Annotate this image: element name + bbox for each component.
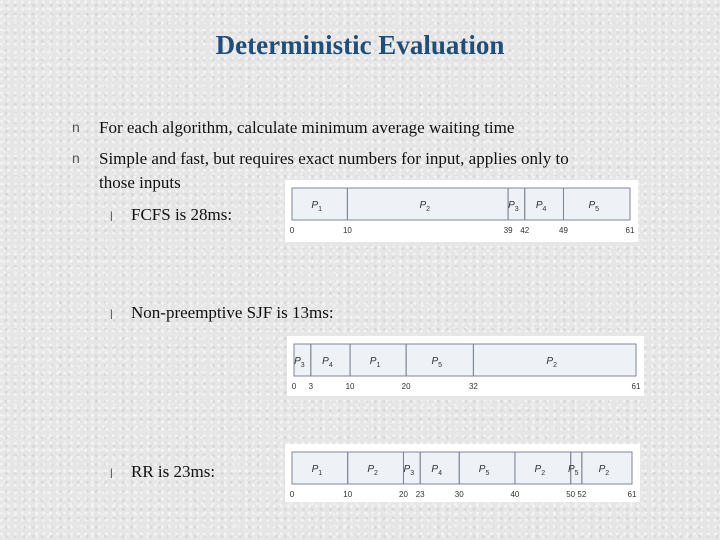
gantt-segment-label: $P_5$ <box>478 464 490 477</box>
bullet-text: Simple and fast, but requires exact numbers for input, applies only to <box>99 149 569 168</box>
gantt-tick-label: 32 <box>468 382 478 391</box>
gantt-tick-label: 50 <box>566 490 576 499</box>
gantt-tick-label: 52 <box>577 490 587 499</box>
gantt-tick-label: 20 <box>399 490 408 499</box>
gantt-segment-label: $P_2$ <box>598 464 610 477</box>
gantt-segment-label: $P_3$ <box>403 464 415 477</box>
bullet-text-continuation: those inputs <box>99 173 181 192</box>
gantt-tick-label: 3 <box>308 382 314 391</box>
slide-title: Deterministic Evaluation <box>215 30 505 60</box>
gantt-tick-label: 10 <box>342 226 352 235</box>
gantt-segment-label: $P_3$ <box>294 356 305 369</box>
gantt-tick-label: 10 <box>343 490 353 499</box>
sub-bullet-fcfs: FCFS is 28ms: <box>131 205 233 224</box>
gantt-tick-label: 42 <box>520 226 530 235</box>
gantt-segment-label: $P_1$ <box>311 200 322 213</box>
gantt-bar-frame <box>292 188 630 220</box>
gantt-segment-label: $P_5$ <box>567 464 579 477</box>
gantt-tick-label: 61 <box>631 382 641 391</box>
gantt-bar-frame <box>294 344 636 376</box>
sub-bullet-marker: l <box>110 307 113 322</box>
gantt-svg-rr <box>285 444 640 502</box>
gantt-segment-label: $P_4$ <box>431 464 442 477</box>
gantt-tick-label: 49 <box>559 226 568 235</box>
sub-bullet-rr: RR is 23ms: <box>131 462 216 481</box>
bullet-marker: n <box>72 150 80 166</box>
gantt-tick-label: 10 <box>345 382 355 391</box>
gantt-tick-label: 0 <box>289 490 295 499</box>
bullet-text: For each algorithm, calculate minimum average waiting time <box>99 118 515 137</box>
gantt-tick-label: 0 <box>291 382 297 391</box>
gantt-segment-label: $P_2$ <box>419 200 431 213</box>
gantt-svg-sjf <box>287 336 644 396</box>
gantt-chart-rr <box>285 444 640 502</box>
gantt-tick-label: 61 <box>625 226 635 235</box>
gantt-segment-label: $P_5$ <box>431 356 443 369</box>
gantt-segment-label: $P_4$ <box>322 356 333 369</box>
gantt-chart-fcfs <box>285 180 638 242</box>
sub-bullet-marker: l <box>110 466 113 481</box>
gantt-tick-label: 0 <box>289 226 295 235</box>
gantt-segment-label: $P_1$ <box>369 356 381 369</box>
bullet-marker: n <box>72 119 80 135</box>
gantt-segment-label: $P_1$ <box>311 464 323 477</box>
gantt-segment-label: $P_5$ <box>588 200 600 213</box>
gantt-tick-label: 23 <box>415 490 425 499</box>
gantt-bar-frame <box>292 452 632 484</box>
gantt-tick-label: 40 <box>510 490 520 499</box>
sub-bullet-sjf: Non-preemptive SJF is 13ms: <box>131 303 334 322</box>
gantt-segment-label: $P_2$ <box>367 464 378 477</box>
gantt-segment-label: $P_2$ <box>534 464 546 477</box>
sub-bullet-marker: l <box>110 209 113 224</box>
gantt-segment-label: $P_3$ <box>508 200 519 213</box>
gantt-tick-label: 39 <box>503 226 513 235</box>
gantt-segment-label: $P_2$ <box>546 356 557 369</box>
gantt-segment-label: $P_4$ <box>535 200 547 213</box>
gantt-svg-fcfs <box>285 180 638 242</box>
gantt-tick-label: 61 <box>627 490 637 499</box>
gantt-chart-sjf <box>287 336 644 396</box>
gantt-tick-label: 30 <box>454 490 464 499</box>
gantt-tick-label: 20 <box>401 382 411 391</box>
